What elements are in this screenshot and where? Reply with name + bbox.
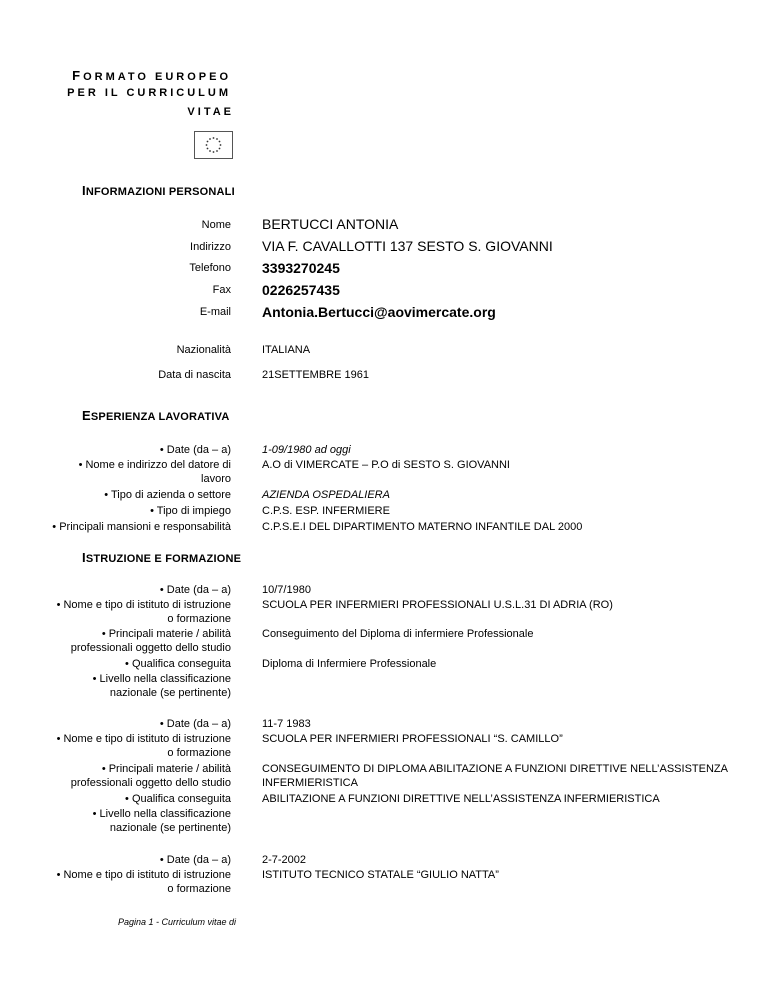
edu1-date: 10/7/1980: [262, 584, 311, 596]
section-heading-initial: E: [82, 408, 91, 423]
section-heading-initial: I: [82, 183, 86, 198]
cv-title-rest: ORMATO EUROPEO: [83, 71, 231, 83]
edu3-label-school: • Nome e tipo di istituto di istruzione: [56, 869, 231, 881]
section-heading-personal: [82, 183, 235, 198]
exp-label-employer: • Nome e indirizzo del datore di: [78, 459, 231, 471]
email-label: E-mail: [199, 306, 231, 318]
page-footer: Pagina 1 - Curriculum vitae di: [118, 917, 237, 927]
exp-label-job: • Tipo di impiego: [150, 505, 231, 517]
exp-label-sector: • Tipo di azienda o settore: [104, 489, 231, 501]
exp-sector: AZIENDA OSPEDALIERA: [262, 489, 390, 501]
section-heading-rest: SPERIENZA LAVORATIVA: [90, 411, 230, 423]
nationality-label: Nazionalità: [176, 344, 231, 356]
birth-value: 21SETTEMBRE 1961: [262, 369, 369, 381]
cv-title-line-2: PER IL CURRICULUM: [67, 87, 231, 99]
edu2-label-qualification: • Qualifica conseguita: [125, 793, 231, 805]
nationality-value: ITALIANA: [262, 344, 311, 356]
email-value[interactable]: Antonia.Bertucci@aovimercate.org: [262, 304, 496, 320]
birth-label: Data di nascita: [158, 369, 231, 381]
edu3-date: 2-7-2002: [262, 854, 307, 866]
phone-value: 3393270245: [262, 260, 340, 276]
edu2-subjects-line2: INFERMIERISTICA: [262, 777, 358, 789]
edu1-school: SCUOLA PER INFERMIERI PROFESSIONALI U.S.L.31 DI ADRIA (RO): [262, 599, 613, 611]
section-heading-rest: STRUZIONE E FORMAZIONE: [85, 553, 242, 565]
edu3-label-school-cont: o formazione: [167, 883, 231, 895]
edu1-label-school: • Nome e tipo di istituto di istruzione: [56, 599, 231, 611]
section-heading-rest: NFORMAZIONI PERSONALI: [85, 186, 235, 198]
exp-label-employer-cont: lavoro: [201, 473, 231, 485]
eu-stars-icon: [195, 132, 232, 158]
edu1-label-level: • Livello nella classificazione: [92, 673, 231, 685]
cv-title-initial: F: [72, 68, 84, 83]
exp-employer: A.O di VIMERCATE – P.O di SESTO S. GIOVANNI: [262, 459, 510, 471]
section-heading-experience: [82, 408, 230, 423]
name-value: BERTUCCI ANTONIA: [262, 216, 399, 232]
edu2-label-subjects: • Principali materie / abilità: [101, 763, 231, 775]
edu3-label-date: • Date (da – a): [159, 854, 231, 866]
eu-flag-logo: [194, 131, 233, 159]
edu1-label-date: • Date (da – a): [159, 584, 231, 596]
fax-label: Fax: [212, 284, 231, 296]
phone-label: Telefono: [189, 262, 231, 274]
edu1-label-school-cont: o formazione: [167, 613, 231, 625]
edu1-label-level-cont: nazionale (se pertinente): [109, 687, 231, 699]
edu2-school: SCUOLA PER INFERMIERI PROFESSIONALI “S. CAMILLO”: [262, 733, 563, 745]
exp-label-duties: • Principali mansioni e responsabilità: [52, 521, 231, 533]
exp-job: C.P.S. ESP. INFERMIERE: [262, 505, 390, 517]
name-label: Nome: [201, 219, 231, 231]
cv-title-line-1: [72, 68, 231, 83]
cv-title-line-3: VITAE: [187, 106, 234, 118]
edu1-label-subjects-cont: professionali oggetto dello studio: [70, 642, 231, 654]
edu2-label-school: • Nome e tipo di istituto di istruzione: [56, 733, 231, 745]
address-label: Indirizzo: [190, 241, 231, 253]
fax-value: 0226257435: [262, 282, 340, 298]
edu2-label-level: • Livello nella classificazione: [92, 808, 231, 820]
address-value: VIA F. CAVALLOTTI 137 SESTO S. GIOVANNI: [262, 238, 553, 254]
section-heading-initial: I: [82, 550, 86, 565]
edu2-subjects-line1: CONSEGUIMENTO DI DIPLOMA ABILITAZIONE A FUNZIONI DIRETTIVE NELL’ASSISTENZA: [262, 763, 728, 775]
edu1-label-subjects: • Principali materie / abilità: [101, 628, 231, 640]
edu1-qualification: Diploma di Infermiere Professionale: [262, 658, 437, 670]
exp-label-date: • Date (da – a): [159, 444, 231, 456]
edu2-label-subjects-cont: professionali oggetto dello studio: [70, 777, 231, 789]
edu2-label-level-cont: nazionale (se pertinente): [109, 822, 231, 834]
edu2-qualification: ABILITAZIONE A FUNZIONI DIRETTIVE NELL’ASSISTENZA INFERMIERISTICA: [262, 793, 660, 805]
edu1-subjects: Conseguimento del Diploma di infermiere Professionale: [262, 628, 534, 640]
edu1-label-qualification: • Qualifica conseguita: [125, 658, 231, 670]
edu2-date: 11-7 1983: [262, 718, 311, 730]
edu3-school: ISTITUTO TECNICO STATALE “GIULIO NATTA”: [262, 869, 499, 881]
edu2-label-date: • Date (da – a): [159, 718, 231, 730]
section-heading-education: [82, 550, 241, 565]
exp-date: 1-09/1980 ad oggi: [262, 444, 351, 456]
exp-duties: C.P.S.E.I DEL DIPARTIMENTO MATERNO INFANTILE DAL 2000: [262, 521, 583, 533]
edu2-label-school-cont: o formazione: [167, 747, 231, 759]
